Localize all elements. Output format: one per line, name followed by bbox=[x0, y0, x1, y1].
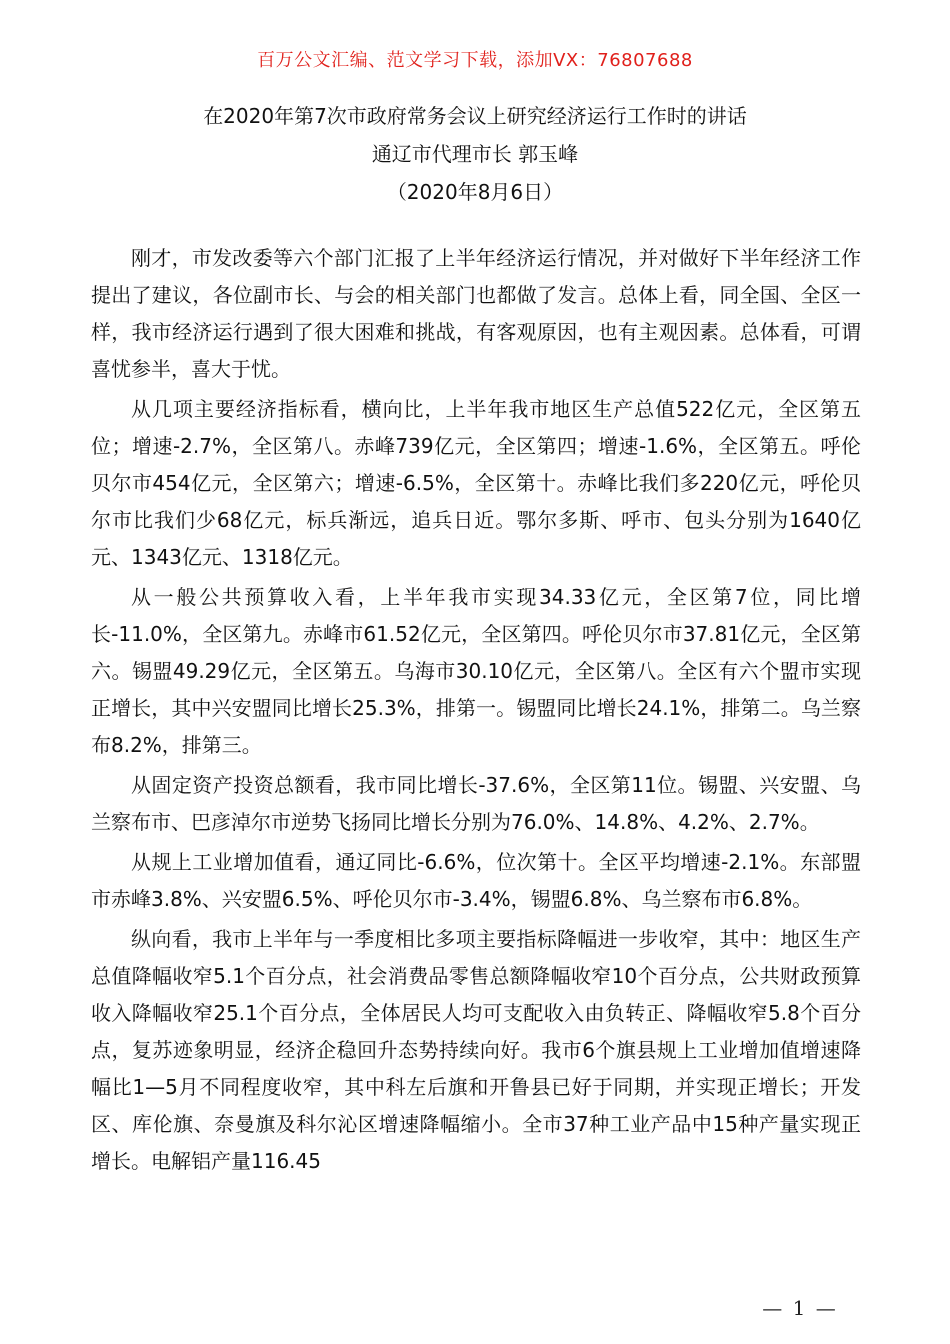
watermark-banner: 百万公文汇编、范文学习下载，添加VX：76807688 bbox=[257, 50, 693, 71]
body-paragraph-5: 从规上工业增加值看，通辽同比-6.6%，位次第十。全区平均增速-2.1%。东部盟市赤峰3.8%、兴安盟6.5%、呼伦贝尔市-3.4%，锡盟6.8%、乌兰察布市6.8%。 bbox=[91, 850, 861, 911]
body-paragraph-2: 从几项主要经济指标看，横向比，上半年我市地区生产总值522亿元，全区第五位；增速-2.7%，全区第八。赤峰739亿元，全区第四；增速-1.6%，全区第五。呼伦贝尔市454亿元，全区第六；增速-6.5%，全区第十。赤峰比我们多220亿元，呼伦贝尔市比我们少68亿元，标兵渐远，追兵日近。鄂尔多斯、呼市、包头分别为1640亿元、1343亿元、1318亿元。 bbox=[91, 397, 861, 569]
document-header bbox=[0, 97, 950, 211]
page-number: — 1 — bbox=[762, 1296, 838, 1320]
body-paragraph-3: 从一般公共预算收入看，上半年我市实现34.33亿元，全区第7位，同比增长-11.0%，全区第九。赤峰市61.52亿元，全区第四。呼伦贝尔市37.81亿元，全区第六。锡盟49.29亿元，全区第五。乌海市30.10亿元，全区第八。全区有六个盟市实现正增长，其中兴安盟同比增长25.3%，排第一。锡盟同比增长24.1%，排第二。乌兰察布8.2%，排第三。 bbox=[91, 585, 861, 757]
speech-date: （2020年8月6日） bbox=[386, 180, 564, 204]
body-paragraph-6: 纵向看，我市上半年与一季度相比多项主要指标降幅进一步收窄，其中：地区生产总值降幅收窄5.1个百分点，社会消费品零售总额降幅收窄10个百分点，公共财政预算收入降幅收窄25.1个百分点，全体居民人均可支配收入由负转正、降幅收窄5.8个百分点，复苏迹象明显，经济企稳回升态势持续向好。我市6个旗县规上工业增加值增速降幅比1—5月不同程度收窄，其中科左后旗和开鲁县已好于同期，并实现正增长；开发区、库伦旗、奈曼旗及科尔沁区增速降幅缩小。全市37种工业产品中15种产量实现正增长。电解铝产量116.45 bbox=[91, 927, 861, 1173]
document-title: 在2020年第7次市政府常务会议上研究经济运行工作时的讲话 bbox=[203, 104, 747, 128]
speaker-line: 通辽市代理市长 郭玉峰 bbox=[371, 142, 579, 166]
body-paragraph-1: 刚才，市发改委等六个部门汇报了上半年经济运行情况，并对做好下半年经济工作提出了建议，各位副市长、与会的相关部门也都做了发言。总体上看，同全国、全区一样，我市经济运行遇到了很大困难和挑战，有客观原因，也有主观因素。总体看，可谓喜忧参半，喜大于忧。 bbox=[91, 246, 861, 381]
body-paragraph-4: 从固定资产投资总额看，我市同比增长-37.6%，全区第11位。锡盟、兴安盟、乌兰察布市、巴彦淖尔市逆势飞扬同比增长分别为76.0%、14.8%、4.2%、2.7%。 bbox=[91, 773, 861, 834]
document-body bbox=[91, 240, 861, 1183]
